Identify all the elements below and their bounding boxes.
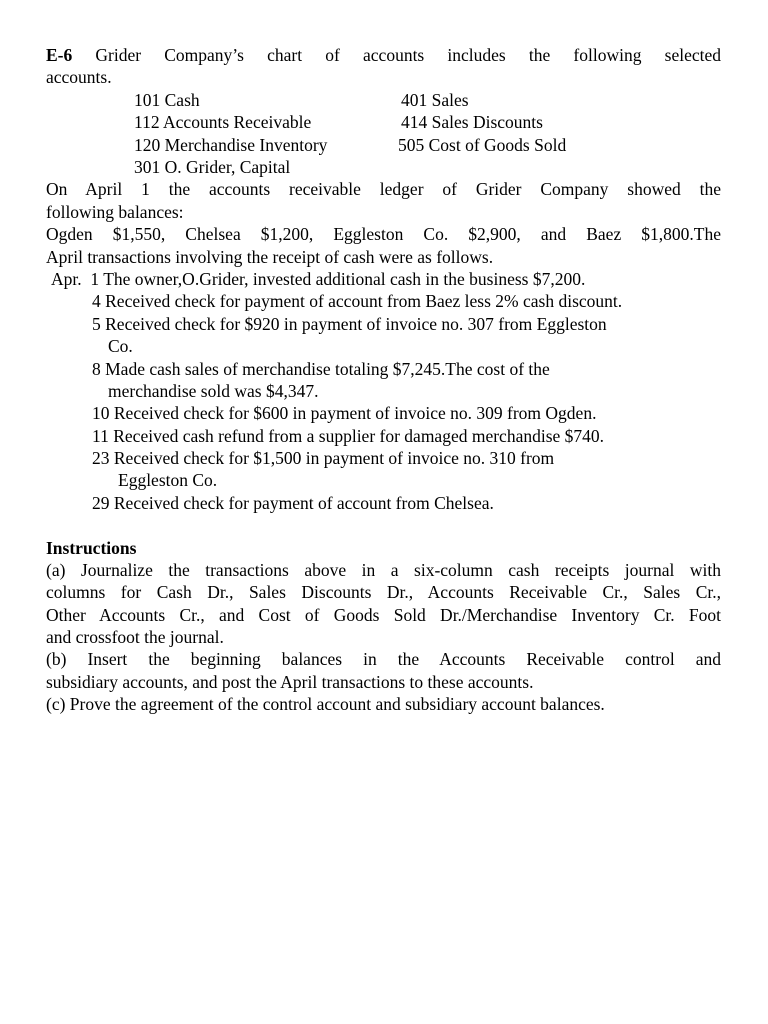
transaction-text: Received check for $920 in payment of invoice no. 307 from Eggleston [105,314,607,334]
transaction-apr-23 [92,447,554,469]
account-112 [134,111,311,133]
account-code: 112 [134,112,160,132]
account-code: 401 [401,90,428,110]
transaction-apr-11 [92,425,604,447]
transaction-date: Apr. 1 [51,269,100,289]
account-code: 505 [398,135,425,155]
account-505 [398,134,566,156]
transaction-text: Received check for payment of account from Baez less 2% cash discount. [105,291,623,311]
account-301 [134,156,290,178]
transaction-date: 23 [92,448,110,468]
account-401 [401,89,469,111]
account-120 [134,134,327,156]
account-code: 120 [134,135,161,155]
ledger-line4: April transactions involving the receipt of cash were as follows. [46,247,494,267]
account-code: 101 [134,90,161,110]
transaction-apr-4 [92,290,622,312]
transaction-date: 8 [92,359,101,379]
account-name: Accounts Receivable [163,112,312,132]
transaction-apr-1 [51,268,585,290]
account-414 [401,111,543,133]
exercise-intro-text: Grider Company’s chart of accounts includes the following selected [95,45,722,65]
account-101 [134,89,200,111]
transaction-text: Received check for $1,500 in payment of invoice no. 310 from [113,448,555,468]
instruction-b-line2: subsidiary accounts, and post the April transactions to these accounts. [46,672,534,692]
exercise-intro-line1 [46,44,721,66]
account-name: Sales Discounts [431,112,543,132]
account-code: 414 [401,112,428,132]
ledger-line1: On April 1 the accounts receivable ledger of Grider Company showed the [46,179,721,199]
transaction-apr-8 [92,358,550,380]
transaction-date: 5 [92,314,101,334]
exercise-number: E-6 [46,45,73,65]
transaction-apr-10 [92,402,596,424]
transaction-date: 29 [92,493,110,513]
transaction-apr-5 [92,313,607,335]
account-name: Merchandise Inventory [164,135,328,155]
ledger-line2: following balances: [46,202,184,222]
instructions-heading [46,537,721,559]
transaction-apr-29 [92,492,494,514]
transaction-text: Received cash refund from a supplier for damaged merchandise $740. [113,426,605,446]
account-name: O. Grider, Capital [164,157,291,177]
transaction-apr-5-cont: Co. [108,336,133,356]
instruction-c-line1: (c) Prove the agreement of the control account and subsidiary account balances. [46,694,605,714]
transaction-text: Made cash sales of merchandise totaling $7,245.The cost of the [105,359,550,379]
account-name: Cash [164,90,200,110]
instruction-a-line3: Other Accounts Cr., and Cost of Goods Sold Dr./Merchandise Inventory Cr. Foot [46,605,721,625]
transaction-date: 10 [92,403,110,423]
instruction-a-line4: and crossfoot the journal. [46,627,224,647]
account-name: Cost of Goods Sold [428,135,567,155]
transaction-text: Received check for $600 in payment of invoice no. 309 from Ogden. [113,403,597,423]
transaction-text: Received check for payment of account from Chelsea. [113,493,494,513]
transaction-date: 4 [92,291,101,311]
transaction-apr-8-cont: merchandise sold was $4,347. [108,381,319,401]
instruction-b-line1: (b) Insert the beginning balances in the Accounts Receivable control and [46,649,721,669]
ledger-line3: Ogden $1,550, Chelsea $1,200, Eggleston Co. $2,900, and Baez $1,800.The [46,224,721,244]
exercise-intro-line2: accounts. [46,67,112,87]
instruction-a-line2: columns for Cash Dr., Sales Discounts Dr., Accounts Receivable Cr., Sales Cr., [46,582,721,602]
account-name: Sales [431,90,469,110]
account-code: 301 [134,157,161,177]
transaction-text: The owner,O.Grider, invested additional cash in the business $7,200. [103,269,586,289]
instructions-heading-text: Instructions [46,538,137,558]
transaction-date: 11 [92,426,109,446]
instruction-a-line1: (a) Journalize the transactions above in a six-column cash receipts journal with [46,560,721,580]
transaction-apr-23-cont: Eggleston Co. [118,470,218,490]
